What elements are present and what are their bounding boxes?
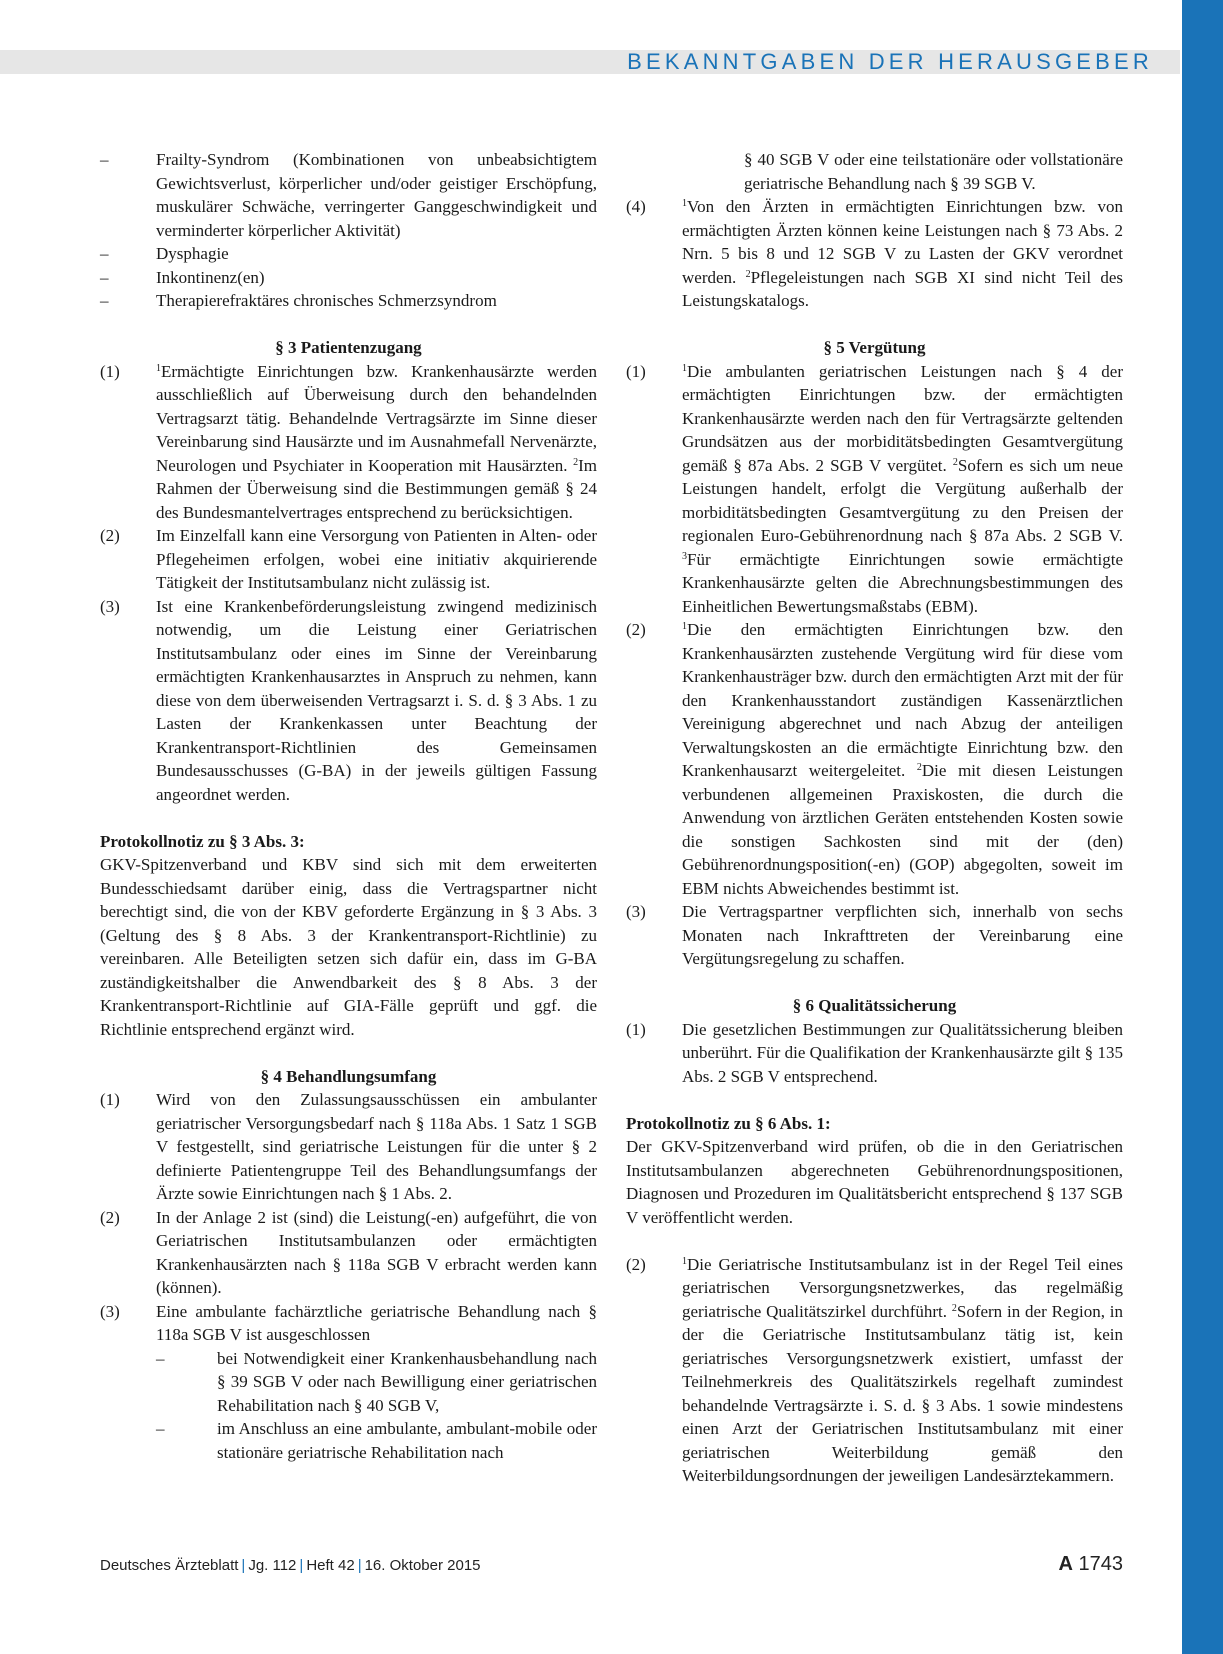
sentence: Pflegeleistungen nach SGB XI sind nicht Teil des Leistungskatalogs.: [682, 267, 1124, 310]
sentence-number: 2: [916, 762, 922, 773]
dash-marker: –: [100, 267, 109, 287]
paragraph-number: (1): [100, 361, 120, 381]
list-item: [100, 266, 597, 290]
paragraph-number: (1): [626, 1019, 646, 1039]
section-heading-3: § 3 Patientenzugang: [275, 338, 422, 357]
paragraph-number: (1): [100, 1090, 120, 1109]
paragraph: [100, 1300, 597, 1347]
right-column: [626, 148, 1123, 1488]
section-heading-5: § 5 Vergütung: [823, 338, 926, 357]
journal-volume: Jg. 112: [248, 1557, 297, 1574]
paragraph-text: [682, 1253, 1123, 1488]
sentence: Die den ermächtigten Einrichtungen bzw. den Krankenhausärzten zustehende Vergütung wird für diese vom Krankenhausträger bzw. durch den ermächtigten Arzt mit der für den Krankenhausstandort zuständigen Kassenärztlichen Vereinigung abgerechnet und nach Abzug der anteiligen Verwaltungskosten an die ermächtigte Einrichtung bzw. den Krankenhausarzt weitergeleitet.: [682, 620, 1123, 780]
list-item-continuation: § 40 SGB V oder eine teilstationäre oder vollstationäre geriatrische Behandlung nach § 39 SGB V.: [744, 150, 1123, 193]
section-heading-6: § 6 Qualitätssicherung: [792, 996, 957, 1015]
sentence-number: 2: [573, 456, 579, 468]
journal-issue: Heft 42: [306, 1557, 355, 1574]
protocol-note-title: Protokollnotiz zu § 6 Abs. 1:: [626, 1113, 831, 1133]
paragraph-number: (4): [626, 197, 646, 216]
paragraph-text: [156, 360, 597, 525]
list-item: [100, 289, 597, 313]
sentence: Im Rahmen der Überweisung sind die Bestimmungen gemäß § 24 des Bundesmantelvertrages entsprechend zu berücksichtigen.: [156, 455, 597, 522]
paragraph-number: (1): [626, 361, 646, 381]
page-prefix: A: [1058, 1553, 1073, 1575]
list-item: [100, 148, 597, 242]
separator: |: [299, 1557, 304, 1574]
paragraph-number: (2): [626, 620, 646, 639]
list-item-text: Therapierefraktäres chronisches Schmerzsyndrom: [156, 291, 497, 310]
paragraph-number: (3): [626, 902, 646, 921]
protocol-note-text: Der GKV-Spitzenverband wird prüfen, ob die in den Geriatrischen Institutsambulanzen abgerechneten Gebührenordnungspositionen, Diagnosen und Prozeduren im Qualitätsbericht entsprechend § 137 SGB V veröffentlicht werden.: [626, 1137, 1123, 1227]
sentence-number: 1: [156, 362, 161, 374]
paragraph-text: Eine ambulante fachärztliche geriatrische Behandlung nach § 118a SGB V ist ausgeschlossen: [156, 1301, 597, 1344]
section-heading-4: § 4 Behandlungsumfang: [260, 1066, 437, 1086]
paragraph-text: [682, 360, 1123, 619]
section-title: BEKANNTGABEN DER HERAUSGEBER: [627, 49, 1153, 74]
paragraph-number: (2): [100, 1207, 120, 1227]
separator: |: [357, 1557, 362, 1574]
paragraph: [100, 524, 597, 595]
dash-marker: –: [100, 244, 109, 263]
paragraph-number: (3): [100, 1301, 120, 1321]
paragraph: [626, 1253, 1123, 1488]
paragraph: [100, 1088, 597, 1206]
list-item-text: Inkontinenz(en): [156, 267, 265, 287]
protocol-note-text: GKV-Spitzenverband und KBV sind sich mit dem erweiterten Bundesschiedsamt darüber einig, dass die Vertragspartner nicht berechtigt sind, die von der KBV geforderte Ergänzung in § 3 Abs. 3 (Geltung des § 8 Abs. 3 der Krankentransport-Richtlinie) zu vereinbaren. Alle Beteiligten setzen sich dafür ein, dass im G-BA zuständigkeitshalber die Anwendbarkeit des § 8 Abs. 3 der Krankentransport-Richtlinie auf GIA-Fälle geprüft und ggf. die Richtlinie entsprechend ergänzt wird.: [100, 855, 597, 1039]
sentence: Von den Ärzten in ermächtigten Einrichtungen bzw. von ermächtigten Ärzten können keine Leistungen nach § 73 Abs. 2 Nrn. 5 bis 8 und 12 SGB V zu Lasten der GKV verordnet werden.: [682, 197, 1123, 287]
side-color-bar: [1182, 0, 1223, 1654]
sentence-number: 1: [682, 198, 687, 209]
sentence: Die Geriatrische Institutsambulanz ist in der Regel Teil eines geriatrischen Versorgungsnetzwerkes, das regelmäßig geriatrische Qualitätszirkel durchführt.: [682, 1254, 1123, 1321]
paragraph: [100, 360, 597, 525]
page-footer: [100, 1553, 1123, 1576]
sentence-number: 1: [682, 1255, 687, 1267]
dash-marker: –: [100, 291, 109, 310]
paragraph: [100, 595, 597, 807]
sentence-number: 3: [682, 550, 687, 562]
list-item-text: im Anschluss an eine ambulante, ambulant-mobile oder stationäre geriatrische Rehabilitation nach: [217, 1419, 597, 1462]
sentence: Sofern in der Region, in der die Geriatrische Institutsambulanz tätig ist, kein geriatrisches Versorgungsnetzwerk existiert, umfasst der Teilnehmerkreis des Qualitätszirkels regelhaft zumindest behandelnde Vertragsärzte i. S. d. § 3 Abs. 1 sowie mindestens einen Arzt der Geriatrischen Institutsambulanz mit einer geriatrischen Weiterbildung gemäß den Weiterbildungsordnungen der jeweiligen Landesärztekammern.: [682, 1301, 1123, 1485]
paragraph: [626, 195, 1123, 313]
paragraph-text: Ist eine Krankenbeförderungsleistung zwingend medizinisch notwendig, um die Leistung einer Geriatrischen Institutsambulanz oder eines im Sinne der Vereinbarung ermächtigten Krankenhausarztes in Anspruch zu nehmen, kann diese von dem überweisenden Vertragsarzt i. S. d. § 3 Abs. 1 zu Lasten der Krankenkassen unter Beachtung der Krankentransport-Richtlinien des Gemeinsamen Bundesausschusses (G-BA) in der jeweils gültigen Fassung angeordnet werden.: [156, 596, 597, 804]
paragraph-text: Wird von den Zulassungsausschüssen ein ambulanter geriatrischer Versorgungsbedarf nach § 118a Abs. 1 Satz 1 SGB V festgestellt, sind geriatrische Leistungen für die unter § 2 definierte Patientengruppe Teil des Behandlungsumfangs der Ärzte sowie Einrichtungen nach § 1 Abs. 2.: [156, 1090, 597, 1203]
paragraph: [626, 900, 1123, 971]
sentence-number: 2: [951, 1302, 957, 1314]
paragraph: [100, 1206, 597, 1300]
sentence: Die mit diesen Leistungen verbundenen allgemeinen Praxiskosten, die durch die Anwendung von ärztlichen Geräten entstehenden Kosten sowie die sonstigen Sachkosten sind mit der (den) Gebührenordnungsposition(-en) (GOP) abgegolten, soweit im EBM nichts Abweichendes bestimmt ist.: [682, 761, 1123, 898]
sentence-number: 2: [952, 456, 958, 468]
sentence: Sofern es sich um neue Leistungen handelt, erfolgt die Vergütung außerhalb der morbiditätsbedingten Gesamtvergütung zu den Preisen der regionalen Euro-Gebührenordnung nach § 87a Abs. 2 SGB V.: [682, 455, 1123, 545]
list-item: [156, 1417, 597, 1464]
list-item: [100, 242, 597, 266]
paragraph-number: (2): [100, 526, 120, 545]
page-number: [1058, 1553, 1123, 1576]
separator: |: [241, 1557, 246, 1574]
sentence-number: 1: [682, 621, 687, 632]
list-item-text: Dysphagie: [156, 244, 229, 263]
left-column: [100, 148, 597, 1464]
sentence: Für ermächtigte Einrichtungen sowie ermächtigte Krankenhausärzte gelten die Abrechnungsbestimmungen des Einheitlichen Bewertungsmaßstabs (EBM).: [682, 549, 1123, 616]
sentence: Die ambulanten geriatrischen Leistungen nach § 4 der ermächtigten Einrichtungen bzw. der ermächtigten Krankenhausärzte werden nach den für Vertragsärzte geltenden Grundsätzen aus der morbiditätsbedingten Gesamtvergütung gemäß § 87a Abs. 2 SGB V vergütet.: [682, 361, 1123, 475]
journal-name: Deutsches Ärzteblatt: [100, 1557, 239, 1574]
paragraph-text: In der Anlage 2 ist (sind) die Leistung(-en) aufgeführt, die von Geriatrischen Institutsambulanzen oder ermächtigten Krankenhausärzten nach § 118a SGB V erbracht werden kann (können).: [156, 1207, 597, 1297]
list-item-text: bei Notwendigkeit einer Krankenhausbehandlung nach § 39 SGB V oder nach Bewilligung einer geriatrischen Rehabilitation nach § 40 SGB V,: [217, 1348, 597, 1415]
paragraph-number: (3): [100, 596, 120, 616]
sentence-number: 2: [745, 268, 751, 280]
paragraph-text: [682, 195, 1123, 313]
page-number-value: 1743: [1078, 1553, 1123, 1575]
paragraph: [626, 618, 1123, 900]
paragraph: [626, 1018, 1123, 1089]
list-item-text: Frailty-Syndrom (Kombinationen von unbeabsichtigtem Gewichtsverlust, körperlicher und/oder geistiger Erschöpfung, muskulärer Schwäche, verringerter Ganggeschwindigkeit und verminderter körperlicher Aktivität): [156, 150, 597, 240]
paragraph-text: Im Einzelfall kann eine Versorgung von Patienten in Alten- oder Pflegeheimen erfolgen, wobei eine initiativ akquirierende Tätigkeit der Institutsambulanz nicht zulässig ist.: [156, 526, 597, 592]
paragraph-text: Die Vertragspartner verpflichten sich, innerhalb von sechs Monaten nach Inkrafttreten der Vereinbarung eine Vergütungsregelung zu schaffen.: [682, 902, 1123, 968]
publication-date: 16. Oktober 2015: [364, 1557, 481, 1574]
paragraph-number: (2): [626, 1254, 646, 1274]
sentence: Ermächtigte Einrichtungen bzw. Krankenhausärzte werden ausschließlich auf Überweisung durch den behandelnden Vertragsarzt tätig. Behandelnde Vertragsärzte im Sinne dieser Vereinbarung sind Hausärzte und im Ausnahmefall Nervenärzte, Neurologen und Psychiater in Kooperation mit Hausärzten.: [156, 361, 597, 475]
list-item: [156, 1347, 597, 1418]
sentence-number: 1: [682, 362, 687, 374]
paragraph-text: [682, 618, 1123, 900]
dash-marker: –: [156, 1419, 165, 1438]
journal-citation: [100, 1557, 481, 1574]
protocol-note-title: Protokollnotiz zu § 3 Abs. 3:: [100, 831, 305, 851]
paragraph: [626, 360, 1123, 619]
paragraph-text: Die gesetzlichen Bestimmungen zur Qualitätssicherung bleiben unberührt. Für die Qualifikation der Krankenhausärzte gilt § 135 Abs. 2 SGB V entsprechend.: [682, 1019, 1123, 1086]
dash-marker: –: [156, 1348, 165, 1368]
dash-marker: –: [100, 150, 109, 169]
